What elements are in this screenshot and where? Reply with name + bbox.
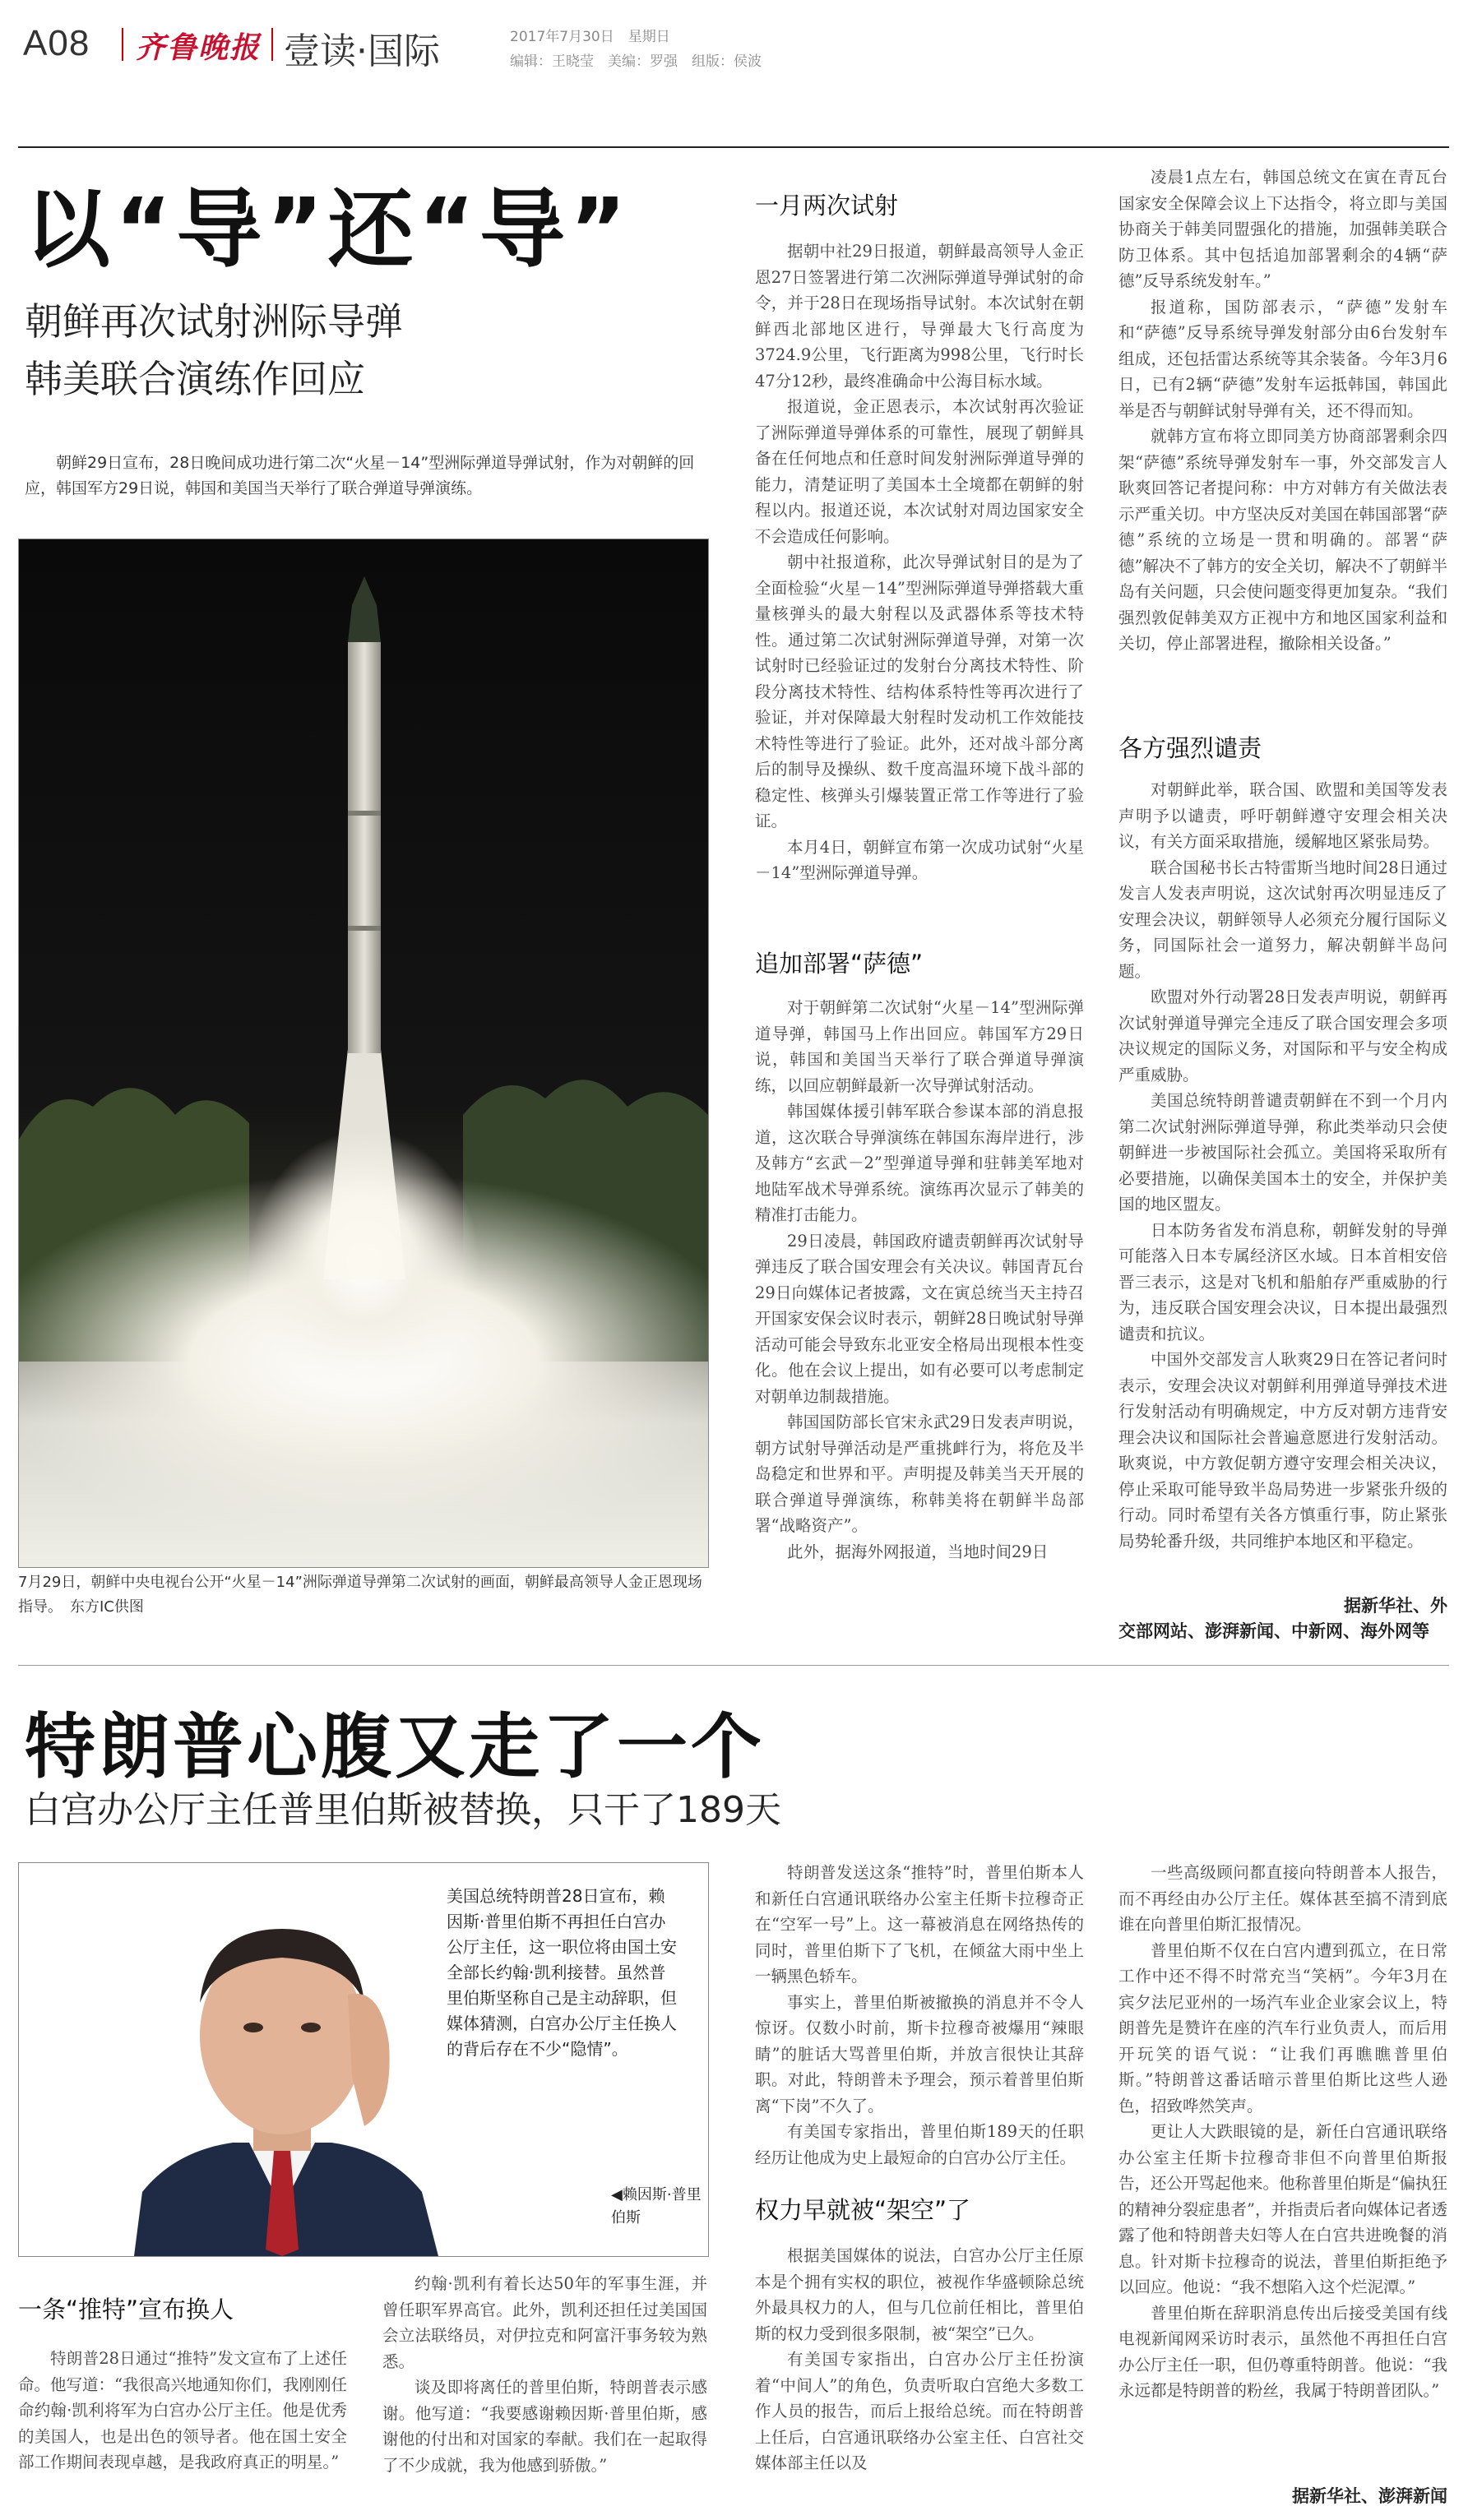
paragraph: 报道说，金正恩表示，本次试射再次验证了洲际弹道导弹体系的可靠性，展现了朝鲜具备在任何地点和任意时间发射洲际弹道导弹的能力，清楚证明了美国本土全境都在朝鲜的射程以内。报道还说，本次试射对周边国家安全不会造成任何影响。 (755, 397, 1084, 546)
story1-column-2b (1118, 777, 1447, 1554)
paragraph: 中国外交部发言人耿爽29日在答记者问时表示，安理会决议对朝鲜利用弹道导弹技术进行发射活动有明确规定，中方反对朝方违背安理会决议和国际社会普遍意愿进行发射活动。耿爽说，中方敦促朝方遵守安理会相关决议，停止采取可能导致半岛局势进一步紧张升级的行动。同时希望有关各方慎重行事，防止紧张局势轮番升级，共同维护本地区和平稳定。 (1118, 1350, 1447, 1551)
paragraph: 日本防务省发布消息称，朝鲜发射的导弹可能落入日本专属经济区水域。日本首相安倍晋三表示，这是对飞机和船舶存严重威胁的行为，违反联合国安理会决议，日本提出最强烈谴责和抗议。 (1118, 1220, 1447, 1343)
page-number: A08 (23, 23, 90, 63)
missile-launch-illustration (19, 539, 708, 1567)
paragraph: 事实上，普里伯斯被撤换的消息并不令人惊讶。仅数小时前，斯卡拉穆奇被爆用“辣眼睛”的脏话大骂普里伯斯，并放言很快让其辞职。对此，特朗普未予理会，预示着普里伯斯离“下岗”不久了。 (755, 1992, 1084, 2115)
priebus-photo (18, 1862, 709, 2257)
newspaper-logo: 齐鲁晚报 (136, 30, 262, 65)
paragraph: 美国总统特朗普谴责朝鲜在不到一个月内第二次试射洲际弹道导弹，称此类举动只会使朝鲜进一步被国际社会孤立。美国将采取所有必要措施，以确保美国本土的安全，并保护美国的地区盟友。 (1118, 1091, 1447, 1214)
story1-column-2 (1118, 164, 1447, 657)
story1-section-heading: 各方强烈谴责 (1118, 734, 1262, 762)
paragraph: 对朝鲜此举，联合国、欧盟和美国等发表声明予以谴责，呼吁朝鲜遵守安理会相关决议，有关方面采取措施，缓解地区紧张局势。 (1118, 780, 1447, 851)
story2-column-b (382, 2271, 707, 2478)
paragraph: 更让人大跌眼镜的是，新任白宫通讯联络办公室主任斯卡拉穆奇非但不向普里伯斯报告，还公开骂起他来。他称普里伯斯是“偏执狂的精神分裂症患者”，并指责后者向媒体记者透露了他和特朗普夫妇等人在白宫共进晚餐的消息。针对斯卡拉穆奇的说法，普里伯斯拒绝予以回应。他说：“我不想陷入这个烂泥潭。” (1118, 2122, 1447, 2296)
paragraph: 对于朝鲜第二次试射“火星－14”型洲际弹道导弹，韩国马上作出回应。韩国军方29日说，韩国和美国当天举行了联合弹道导弹演练，以回应朝鲜最新一次导弹试射活动。 (755, 998, 1084, 1095)
paragraph: 就韩方宣布将立即同美方协商部署剩余四架“萨德”系统导弹发射车一事，外交部发言人耿爽回答记者提问称：中方对韩方有关做法表示严重关切。中方坚决反对美国在韩国部署“萨德”系统的立场是一贯和明确的。部署“萨德”解决不了韩方的安全关切，解决不了朝鲜半岛有关问题，只会使问题变得更加复杂。“我们强烈敦促韩美双方正视中方和地区国家利益和关切，停止部署进程，撤除相关设备。” (1118, 427, 1447, 653)
priebus-photo-text: 美国总统特朗普28日宣布，赖因斯·普里伯斯不再担任白宫办公厅主任，这一职位将由国土安全部长约翰·凯利接替。虽然普里伯斯坚称自己是主动辞职，但媒体猜测，白宫办公厅主任换人的背后存在不少“隐情”。 (447, 1886, 677, 2059)
story1-column-1b (755, 995, 1084, 1565)
story2-column-2 (1118, 1860, 1447, 2404)
paragraph: 联合国秘书长古特雷斯当地时间28日通过发言人发表声明说，这次试射再次明显违反了安理会决议，朝鲜领导人必须充分履行国际义务，同国际社会一道努力，解决朝鲜半岛问题。 (1118, 858, 1447, 981)
paragraph: 有美国专家指出，白宫办公厅主任扮演着“中间人”的角色，负责听取白宫绝大多数工作人员的报告，而后上报给总统。而在特朗普上任后，白宫通讯联络办公室主任、白宫社交媒体部主任以及 (755, 2350, 1084, 2472)
paragraph: 普里伯斯不仅在白宫内遭到孤立，在日常工作中还不得不时常充当“笑柄”。今年3月在宾夕法尼亚州的一场汽车业企业家会议上，特朗普先是赞许在座的汽车行业负责人，而后用开玩笑的语气说：“让我们再瞧瞧普里伯斯。”特朗普这番话暗示普里伯斯比这些人逊色，招致哗然笑声。 (1118, 1940, 1447, 2115)
paragraph: 一些高级顾问都直接向特朗普本人报告，而不再经由办公厅主任。媒体甚至搞不清到底谁在向普里伯斯汇报情况。 (1118, 1863, 1447, 1934)
paragraph: 约翰·凯利有着长达50年的军事生涯，并曾任职军界高官。此外，凯利还担任过美国国会立法联络员，对伊拉克和阿富汗事务较为熟悉。 (382, 2274, 707, 2371)
story1-column-1 (755, 238, 1084, 886)
paragraph: 凌晨1点左右，韩国总统文在寅在青瓦台国家安全保障会议上下达指令，将立即与美国协商关于韩美同盟强化的措施，加强韩美联合防卫体系。其中包括追加部署剩余的4辆“萨德”反导系统发射车。” (1118, 168, 1447, 290)
story2-subhead: 白宫办公厅主任普里伯斯被替换，只干了189天 (25, 1789, 781, 1831)
paragraph: 根据美国媒体的说法，白宫办公厅主任原本是个拥有实权的职位，被视作华盛顿除总统外最具权力的人，但与几位前任相比，普里伯斯的权力受到很多限制，被“架空”已久。 (755, 2246, 1084, 2343)
story2-column-1b (755, 2243, 1084, 2476)
story2-column-a (18, 2346, 347, 2476)
story1-source-line: 据新华社、外 (1344, 1596, 1447, 1616)
paragraph: 此外，据海外网报道，当地时间29日 (787, 1542, 1049, 1561)
story1-source-line: 交部网站、澎湃新闻、中新网、海外网等 (1118, 1621, 1429, 1641)
story2-column-1 (755, 1860, 1084, 2171)
story1-subhead: 韩美联合演练作回应 (25, 357, 365, 401)
missile-launch-photo (18, 539, 709, 1568)
staff-line: 编辑：王晓莹 美编：罗强 组版：侯波 (510, 53, 762, 70)
story1-section-heading: 追加部署“萨德” (755, 950, 924, 978)
header-divider (122, 28, 123, 61)
paragraph: 韩国媒体援引韩军联合参谋本部的消息报道，这次联合导弹演练在韩国东海岸进行，涉及韩方“玄武－2”型弹道导弹和驻韩美军地对地陆军战术导弹系统。演练再次显示了韩美的精准打击能力。 (755, 1102, 1084, 1224)
paragraph: 据朝中社29日报道，朝鲜最高领导人金正恩27日签署进行第二次洲际弹道导弹试射的命令，并于28日在现场指导试射。本次试射在朝鲜西北部地区进行，导弹最大飞行高度为3724.9公里，飞行距离为998公里，飞行时长47分12秒，最终准确命中公海目标水域。 (755, 242, 1084, 391)
story2-section-heading: 权力早就被“架空”了 (755, 2196, 971, 2224)
story1-headline: 以“导”还“导” (25, 179, 632, 280)
paragraph: 本月4日，朝鲜宣布第一次成功试射“火星－14”型洲际弹道导弹。 (755, 837, 1084, 882)
story1-lead: 朝鲜29日宣布，28日晚间成功进行第二次“火星－14”型洲际弹道导弹试射，作为对朝鲜的回应，韩国军方29日说，韩国和美国当天举行了联合弹道导弹演练。 (25, 454, 695, 497)
priebus-photo-caption: ◀赖因斯·普里伯斯 (611, 2186, 702, 2226)
header-divider (271, 28, 273, 61)
date-line: 2017年7月30日 星期日 (510, 29, 670, 45)
paragraph: 29日凌晨，韩国政府谴责朝鲜再次试射导弹违反了联合国安理会有关决议。韩国青瓦台29日向媒体记者披露，文在寅总统当天主持召开国家安保会议时表示，朝鲜28日晚试射导弹活动可能会导致东北亚安全格局出现根本性变化。他在会议上提出，如有必要可以考虑制定对朝单边制裁措施。 (755, 1231, 1084, 1406)
header-rule (18, 146, 1449, 148)
story1-section-heading: 一月两次试射 (755, 192, 899, 220)
story2-section-heading: 一条“推特”宣布换人 (18, 2296, 234, 2323)
story1-subhead: 朝鲜再次试射洲际导弹 (25, 299, 403, 344)
paragraph: 普里伯斯在辞职消息传出后接受美国有线电视新闻网采访时表示，虽然他不再担任白宫办公厅主任一职，但仍尊重特朗普。他说：“我永远都是特朗普的粉丝，我属于特朗普团队。” (1118, 2303, 1447, 2400)
paragraph: 欧盟对外行动署28日发表声明说，朝鲜再次试射弹道导弹完全违反了联合国安理会多项决议规定的国际义务，对国际和平与安全构成严重威胁。 (1118, 987, 1447, 1084)
paragraph: 谈及即将离任的普里伯斯，特朗普表示感谢。他写道：“我要感谢赖因斯·普里伯斯，感谢他的付出和对国家的奉献。我们在一起取得了不少成就，我为他感到骄傲。” (382, 2378, 707, 2475)
paragraph: 特朗普发送这条“推特”时，普里伯斯本人和新任白宫通讯联络办公室主任斯卡拉穆奇正在“空军一号”上。这一幕被消息在网络热传的同时，普里伯斯下了飞机，在倾盆大雨中坐上一辆黑色轿车。 (755, 1863, 1084, 1986)
paragraph: 朝中社报道称，此次导弹试射目的是为了全面检验“火星－14”型洲际弹道导弹搭载大重量核弹头的最大射程以及武器体系等技术特性。通过第二次试射洲际弹道导弹，对第一次试射时已经验证过的发射台分离技术特性、阶段分离技术特性、结构体系特性等再次进行了验证，并对保障最大射程时发动机工作效能技术特性等进行了验证。此外，还对战斗部分离后的制导及操纵、数千度高温环境下战斗部的稳定性、核弹头引爆装置正常工作等进行了验证。 (755, 553, 1084, 830)
paragraph: 特朗普28日通过“推特”发文宣布了上述任命。他写道：“我很高兴地通知你们，我刚刚任命约翰·凯利将军为白宫办公厅主任。他是优秀的美国人，也是出色的领导者。他在国土安全部工作期间表现卓越，是我政府真正的明星。” (18, 2349, 347, 2471)
story2-source: 据新华社、澎湃新闻 (1292, 2486, 1447, 2506)
paragraph: 报道称，国防部表示，“萨德”发射车和“萨德”反导系统导弹发射部分由6台发射车组成，还包括雷达系统等其余装备。今年3月6日，已有2辆“萨德”发射车运抵韩国，韩国此举是否与朝鲜试射导弹有关，还不得而知。 (1118, 297, 1447, 420)
story1-photo-caption: 7月29日，朝鲜中央电视台公开“火星－14”洲际弹道导弹第二次试射的画面，朝鲜最高领导人金正恩现场指导。 东方IC供图 (18, 1574, 702, 1616)
story1-source (1118, 1593, 1447, 1644)
paragraph: 有美国专家指出，普里伯斯189天的任职经历让他成为史上最短命的白宫办公厅主任。 (755, 2122, 1084, 2167)
story2-headline: 特朗普心腹又走了一个 (25, 1706, 765, 1788)
section-name: 壹读·国际 (284, 30, 440, 72)
story-divider (18, 1665, 1449, 1666)
paragraph: 韩国国防部长官宋永武29日发表声明说，朝方试射导弹活动是严重挑衅行为，将危及半岛稳定和世界和平。声明提及韩美当天开展的联合弹道导弹演练，称韩美将在朝鲜半岛部署“战略资产”。 (755, 1413, 1084, 1535)
